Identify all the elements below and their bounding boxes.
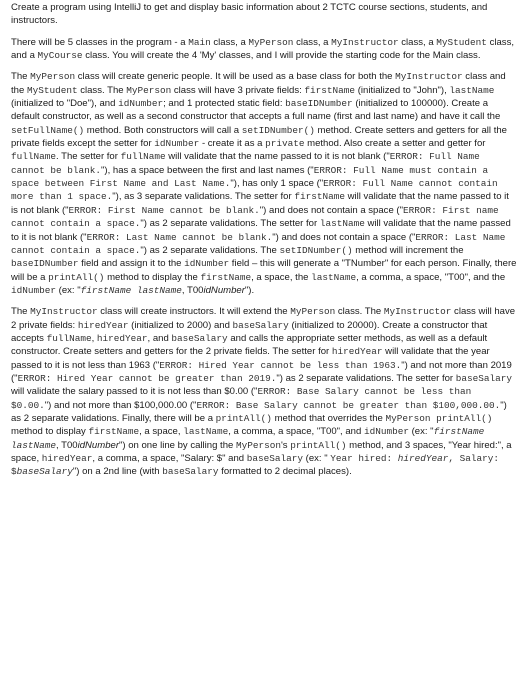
code-italic-span: hiredYear xyxy=(397,453,449,464)
code-span: ERROR: First name cannot contain a space. xyxy=(11,204,499,230)
code-span: setFullName() xyxy=(11,124,85,136)
code-span: ERROR: Base Salary cannot be less than $0.00. xyxy=(11,386,472,411)
code-span: ERROR: Hired Year cannot be less than 1963. xyxy=(159,359,402,371)
text-span: ") on one line by calling the xyxy=(119,439,236,451)
code-span: hiredYear xyxy=(41,453,93,464)
code-span: hiredYear xyxy=(331,346,383,358)
text-span: , a space, the xyxy=(251,271,312,283)
text-span: method that overrides the xyxy=(271,412,386,424)
text-span: method to display xyxy=(11,426,89,438)
text-span: (initialized to "John"), xyxy=(355,84,450,96)
code-span: lastName xyxy=(449,84,495,96)
text-span: class, a xyxy=(210,36,249,48)
text-span: and calls the appropriate setter methods, as well as a default constructor. Create setters and getters for the 2 private fields. The setter for xyxy=(11,332,488,358)
code-span: MyCourse xyxy=(37,50,83,62)
code-span: MyPerson xyxy=(235,439,281,451)
text-span: class and the xyxy=(11,71,506,96)
text-span: (initialized to 100000). Create a default constructor, as well as a second constructor that accepts a full name (first and last name) and have it call the xyxy=(11,98,501,123)
text-span: field – this will generate a "TNumber" for each person. Finally, there will be a xyxy=(11,258,517,283)
code-span: fullName xyxy=(46,332,92,344)
text-span: (ex: " xyxy=(56,284,81,296)
code-span: , Salary: $ xyxy=(11,453,500,478)
code-span: ERROR: Last Name cannot be blank. xyxy=(86,231,273,243)
code-span: ERROR: Base Salary cannot be greater than $100,000.00. xyxy=(196,399,501,411)
text-span: , T00 xyxy=(181,284,204,296)
text-span: (initialized to 2000) and xyxy=(128,319,233,331)
code-italic-span: firstName lastName xyxy=(11,426,485,451)
code-span: firstName xyxy=(88,426,140,438)
classes-overview-paragraph xyxy=(11,36,517,63)
text-span: formatted to 2 decimal places). xyxy=(218,466,352,478)
myinstructor-spec-paragraph xyxy=(11,305,517,478)
text-span: method will increment the xyxy=(352,244,464,256)
code-span: lastName xyxy=(183,426,229,438)
text-span: , a comma, a space, "T00", and the xyxy=(356,271,506,283)
text-span: ") and does not contain a space (" xyxy=(272,231,416,243)
text-span: ") and not more than 2019 (" xyxy=(11,359,512,384)
code-span: baseSalary xyxy=(246,453,303,464)
text-span: ") as 2 separate validations. Finally, there will be a xyxy=(11,399,507,424)
code-span: baseIDNumber xyxy=(285,98,353,110)
instructions-document xyxy=(0,1,523,678)
code-span: baseSalary xyxy=(455,372,513,384)
text-span: The xyxy=(11,71,31,83)
text-span: will validate that the name passed to it is not blank (" xyxy=(165,151,390,163)
text-span: class, a xyxy=(398,36,437,48)
code-span: MyPerson printAll() xyxy=(385,412,493,424)
text-span: "), has only 1 space (" xyxy=(230,178,324,190)
code-span: setIDNumber() xyxy=(279,244,353,256)
text-span: (ex: " xyxy=(303,453,331,464)
text-span: Create a program using IntelliJ to get and display basic information about 2 TCTC course sections, students, and instructors. xyxy=(11,2,488,27)
code-span: MyInstructor xyxy=(395,71,463,83)
text-span: "), as 3 separate validations. The setter for xyxy=(112,191,295,203)
code-span: idNumber xyxy=(154,138,200,150)
code-span: fullName xyxy=(11,151,57,163)
text-span: , a comma, a space, "Salary: $" and xyxy=(92,453,247,464)
code-span: MyStudent xyxy=(26,84,78,96)
code-span: ERROR: Full Name cannot contain more than 1 space. xyxy=(11,178,498,203)
code-span: printAll() xyxy=(290,439,347,451)
code-italic-span: baseSalary xyxy=(16,466,73,478)
text-span: ") as 2 separate validations. The setter for xyxy=(140,218,320,230)
text-span: ") as 2 separate validations. The xyxy=(140,244,280,256)
text-span: , a comma, a space, "T00", and xyxy=(228,426,364,438)
text-span: "). xyxy=(244,284,255,296)
code-span: baseSalary xyxy=(162,466,219,478)
code-span: printAll() xyxy=(48,271,105,283)
code-span: MyPerson xyxy=(290,306,336,318)
code-span: hiredYear xyxy=(96,332,148,344)
code-span: MyInstructor xyxy=(383,306,452,318)
code-span: printAll() xyxy=(215,412,272,424)
code-span: ERROR: Full Name cannot be blank. xyxy=(11,151,480,176)
text-span: , xyxy=(91,332,97,344)
code-span: fullName xyxy=(120,151,166,163)
text-span: - create it as a xyxy=(199,138,266,150)
intro-paragraph xyxy=(11,1,517,28)
text-span: class will create generic people. It will be used as a base class for both the xyxy=(75,71,396,83)
text-span: method, and 3 spaces, "Year hired:", a space, xyxy=(11,439,512,464)
italic-span: idNumber xyxy=(203,284,245,296)
italic-span: idNumber xyxy=(77,439,119,451)
myperson-spec-paragraph xyxy=(11,70,517,297)
text-span: The xyxy=(11,306,31,318)
text-span: (ex: " xyxy=(408,426,434,438)
code-span: MyStudent xyxy=(436,36,487,48)
code-span: lastName xyxy=(319,218,365,230)
code-span: ERROR: Last Name cannot contain a space. xyxy=(11,231,506,256)
code-span: MyPerson xyxy=(126,84,172,96)
code-span: MyPerson xyxy=(248,36,294,48)
text-span: method. Both constructors will call a xyxy=(84,124,242,136)
code-span: ERROR: Full Name must contain a space between First Name and Last Name. xyxy=(11,164,489,190)
text-span: class. The xyxy=(335,306,384,318)
text-span: , and xyxy=(147,332,172,344)
text-span: class, and a xyxy=(11,36,514,62)
code-span: Year hired: xyxy=(330,453,398,464)
code-span: MyPerson xyxy=(30,71,76,83)
text-span: will validate that the name passed to it is not blank (" xyxy=(11,191,509,216)
text-span: will validate that the name passed to it is not blank (" xyxy=(11,218,511,243)
code-span: idNumber xyxy=(363,426,409,438)
code-span: hiredYear xyxy=(77,319,129,331)
text-span: class will have 3 private fields: xyxy=(171,84,305,96)
code-span: MyInstructor xyxy=(30,306,98,318)
text-span: ") on a 2nd line (with xyxy=(72,466,163,478)
text-span: field and assign it to the xyxy=(78,258,185,270)
text-span: There will be 5 classes in the program - a xyxy=(11,36,189,48)
code-span: firstName xyxy=(200,271,252,283)
code-span: lastName xyxy=(311,271,357,283)
code-span: firstName xyxy=(294,191,345,203)
code-span: baseSalary xyxy=(171,332,228,344)
text-span: , a space, xyxy=(139,426,184,438)
text-span: class, a xyxy=(293,36,332,48)
text-span: method. Also create a setter and getter for xyxy=(304,138,486,150)
text-span: 's xyxy=(280,439,291,451)
code-span: baseSalary xyxy=(232,319,289,331)
text-span: method. Create setters and getters for all the private fields except the setter for xyxy=(11,124,507,150)
text-span: will validate the salary passed to it is not less than $0.00 (" xyxy=(11,386,258,398)
text-span: ") and not more than $100,000.00 (" xyxy=(44,399,197,411)
code-span: MyInstructor xyxy=(331,36,399,48)
code-span: setIDNumber() xyxy=(241,124,315,136)
code-span: Main xyxy=(188,36,211,48)
text-span: ; and 1 protected static field: xyxy=(163,98,286,110)
text-span: (initialized to "Doe"), and xyxy=(11,98,119,110)
code-span: ERROR: First Name cannot be blank. xyxy=(68,204,260,216)
text-span: "), has a space between the first and last names (" xyxy=(101,164,314,176)
text-span: . The setter for xyxy=(56,151,121,163)
code-span: firstName xyxy=(304,84,356,96)
code-span: idNumber xyxy=(118,98,164,110)
code-italic-span: firstName lastName xyxy=(80,284,182,296)
text-span: class will have 2 private fields: xyxy=(11,306,516,331)
text-span: ") as 2 separate validations. The setter for xyxy=(276,372,456,384)
code-span: baseIDNumber xyxy=(11,258,79,270)
code-span: ERROR: Hired Year cannot be greater than 2019. xyxy=(17,372,277,384)
text-span: method to display the xyxy=(104,271,201,283)
code-span: private xyxy=(265,138,305,150)
text-span: (initialized to 20000). Create a constructor that accepts xyxy=(11,319,488,344)
text-span: class. The xyxy=(77,84,127,96)
text-span: ") and does not contain a space (" xyxy=(259,204,403,216)
text-span: , T00 xyxy=(56,439,78,451)
text-span: class will create instructors. It will extend the xyxy=(97,306,291,318)
code-span: idNumber xyxy=(11,284,57,296)
code-span: idNumber xyxy=(184,258,230,270)
text-span: will validate that the year passed to it is not less than 1963 (" xyxy=(11,346,490,371)
text-span: class. You will create the 4 'My' classes, and I will provide the starting code for the Main class. xyxy=(82,50,481,62)
